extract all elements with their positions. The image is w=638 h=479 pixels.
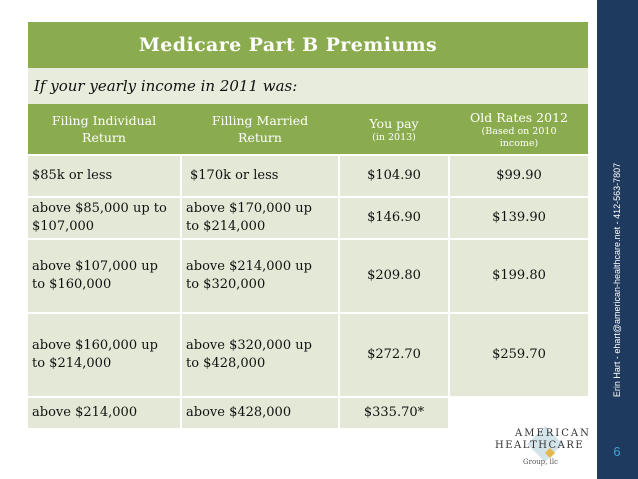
cell-old-rate: $199.80 [492,268,546,283]
cell-old-rate: $99.90 [496,168,542,183]
logo-text-line1: AMERICAN [515,428,591,439]
title-bar [28,22,588,68]
cell-married [182,198,338,238]
header-you-pay-label: You pay [369,115,419,131]
cell-individual [28,156,180,196]
cell-individual [28,198,180,238]
cell-text: $85k or less [32,168,113,183]
cell-individual [28,240,180,312]
cell-text: above $160,000 up [32,338,158,353]
header-filing-married-line1: Filling Married [211,113,309,128]
cell-you-pay: $104.90 [367,168,421,183]
cell-text: $170k or less [190,168,279,183]
subtitle-row [28,68,588,104]
header-filing-individual [28,104,180,154]
header-old-rates-label: Old Rates 2012 [470,109,568,125]
logo-text-line2: HEALTHCARE [495,440,585,451]
header-you-pay [340,104,448,154]
cell-married [182,398,338,428]
cell-text: $107,000 [32,219,95,234]
header-old-rates [450,104,588,154]
cell-old-rate: $259.70 [492,347,546,362]
cell-individual [28,398,180,428]
american-healthcare-logo [495,424,591,474]
cell-text: to $320,000 [186,277,266,292]
cell-text: to $428,000 [186,356,266,371]
cell-you-pay: $209.80 [367,268,421,283]
slide-title: Medicare Part B Premiums [138,34,438,56]
table-row [28,312,588,396]
header-you-pay-note: (in 2013) [372,131,416,143]
cell-old-rate: $139.90 [492,210,546,225]
page-number: 6 [613,444,621,459]
header-filing-individual-line2: Return [82,130,126,145]
cell-married [182,156,338,196]
table-row [28,238,588,312]
contact-text: Erin Hart - ehart@american-healthcare.net - 412-563-7807 [612,162,622,398]
slide-subtitle: If your yearly income in 2011 was: [34,77,298,95]
cell-individual [28,314,180,396]
cell-you-pay: $335.70* [363,405,425,420]
header-filing-married-line2: Return [238,130,282,145]
cell-text: above $214,000 up [186,259,312,274]
cell-text: above $170,000 up [186,201,312,216]
table-header-row [28,104,588,154]
cell-text: to $214,000 [186,219,266,234]
cell-married [182,314,338,396]
table-row [28,196,588,238]
cell-you-pay: $272.70 [367,347,421,362]
header-filing-married [182,104,338,154]
cell-married [182,240,338,312]
cell-text: above $107,000 up [32,259,158,274]
cell-text: above $85,000 up to [32,201,167,216]
cell-text: to $214,000 [32,356,112,371]
header-filing-individual-line1: Filing Individual [51,113,157,128]
cell-text: above $320,000 up [186,338,312,353]
cell-text: to $160,000 [32,277,112,292]
cell-you-pay: $146.90 [367,210,421,225]
header-old-rates-note-line1: (Based on 2010 [481,125,557,137]
cell-text: above $428,000 [186,405,292,420]
table-row [28,154,588,196]
cell-text: above $214,000 [32,405,138,420]
logo-text-line3: Group, llc [523,458,558,466]
header-old-rates-note-line2: income) [499,137,539,149]
